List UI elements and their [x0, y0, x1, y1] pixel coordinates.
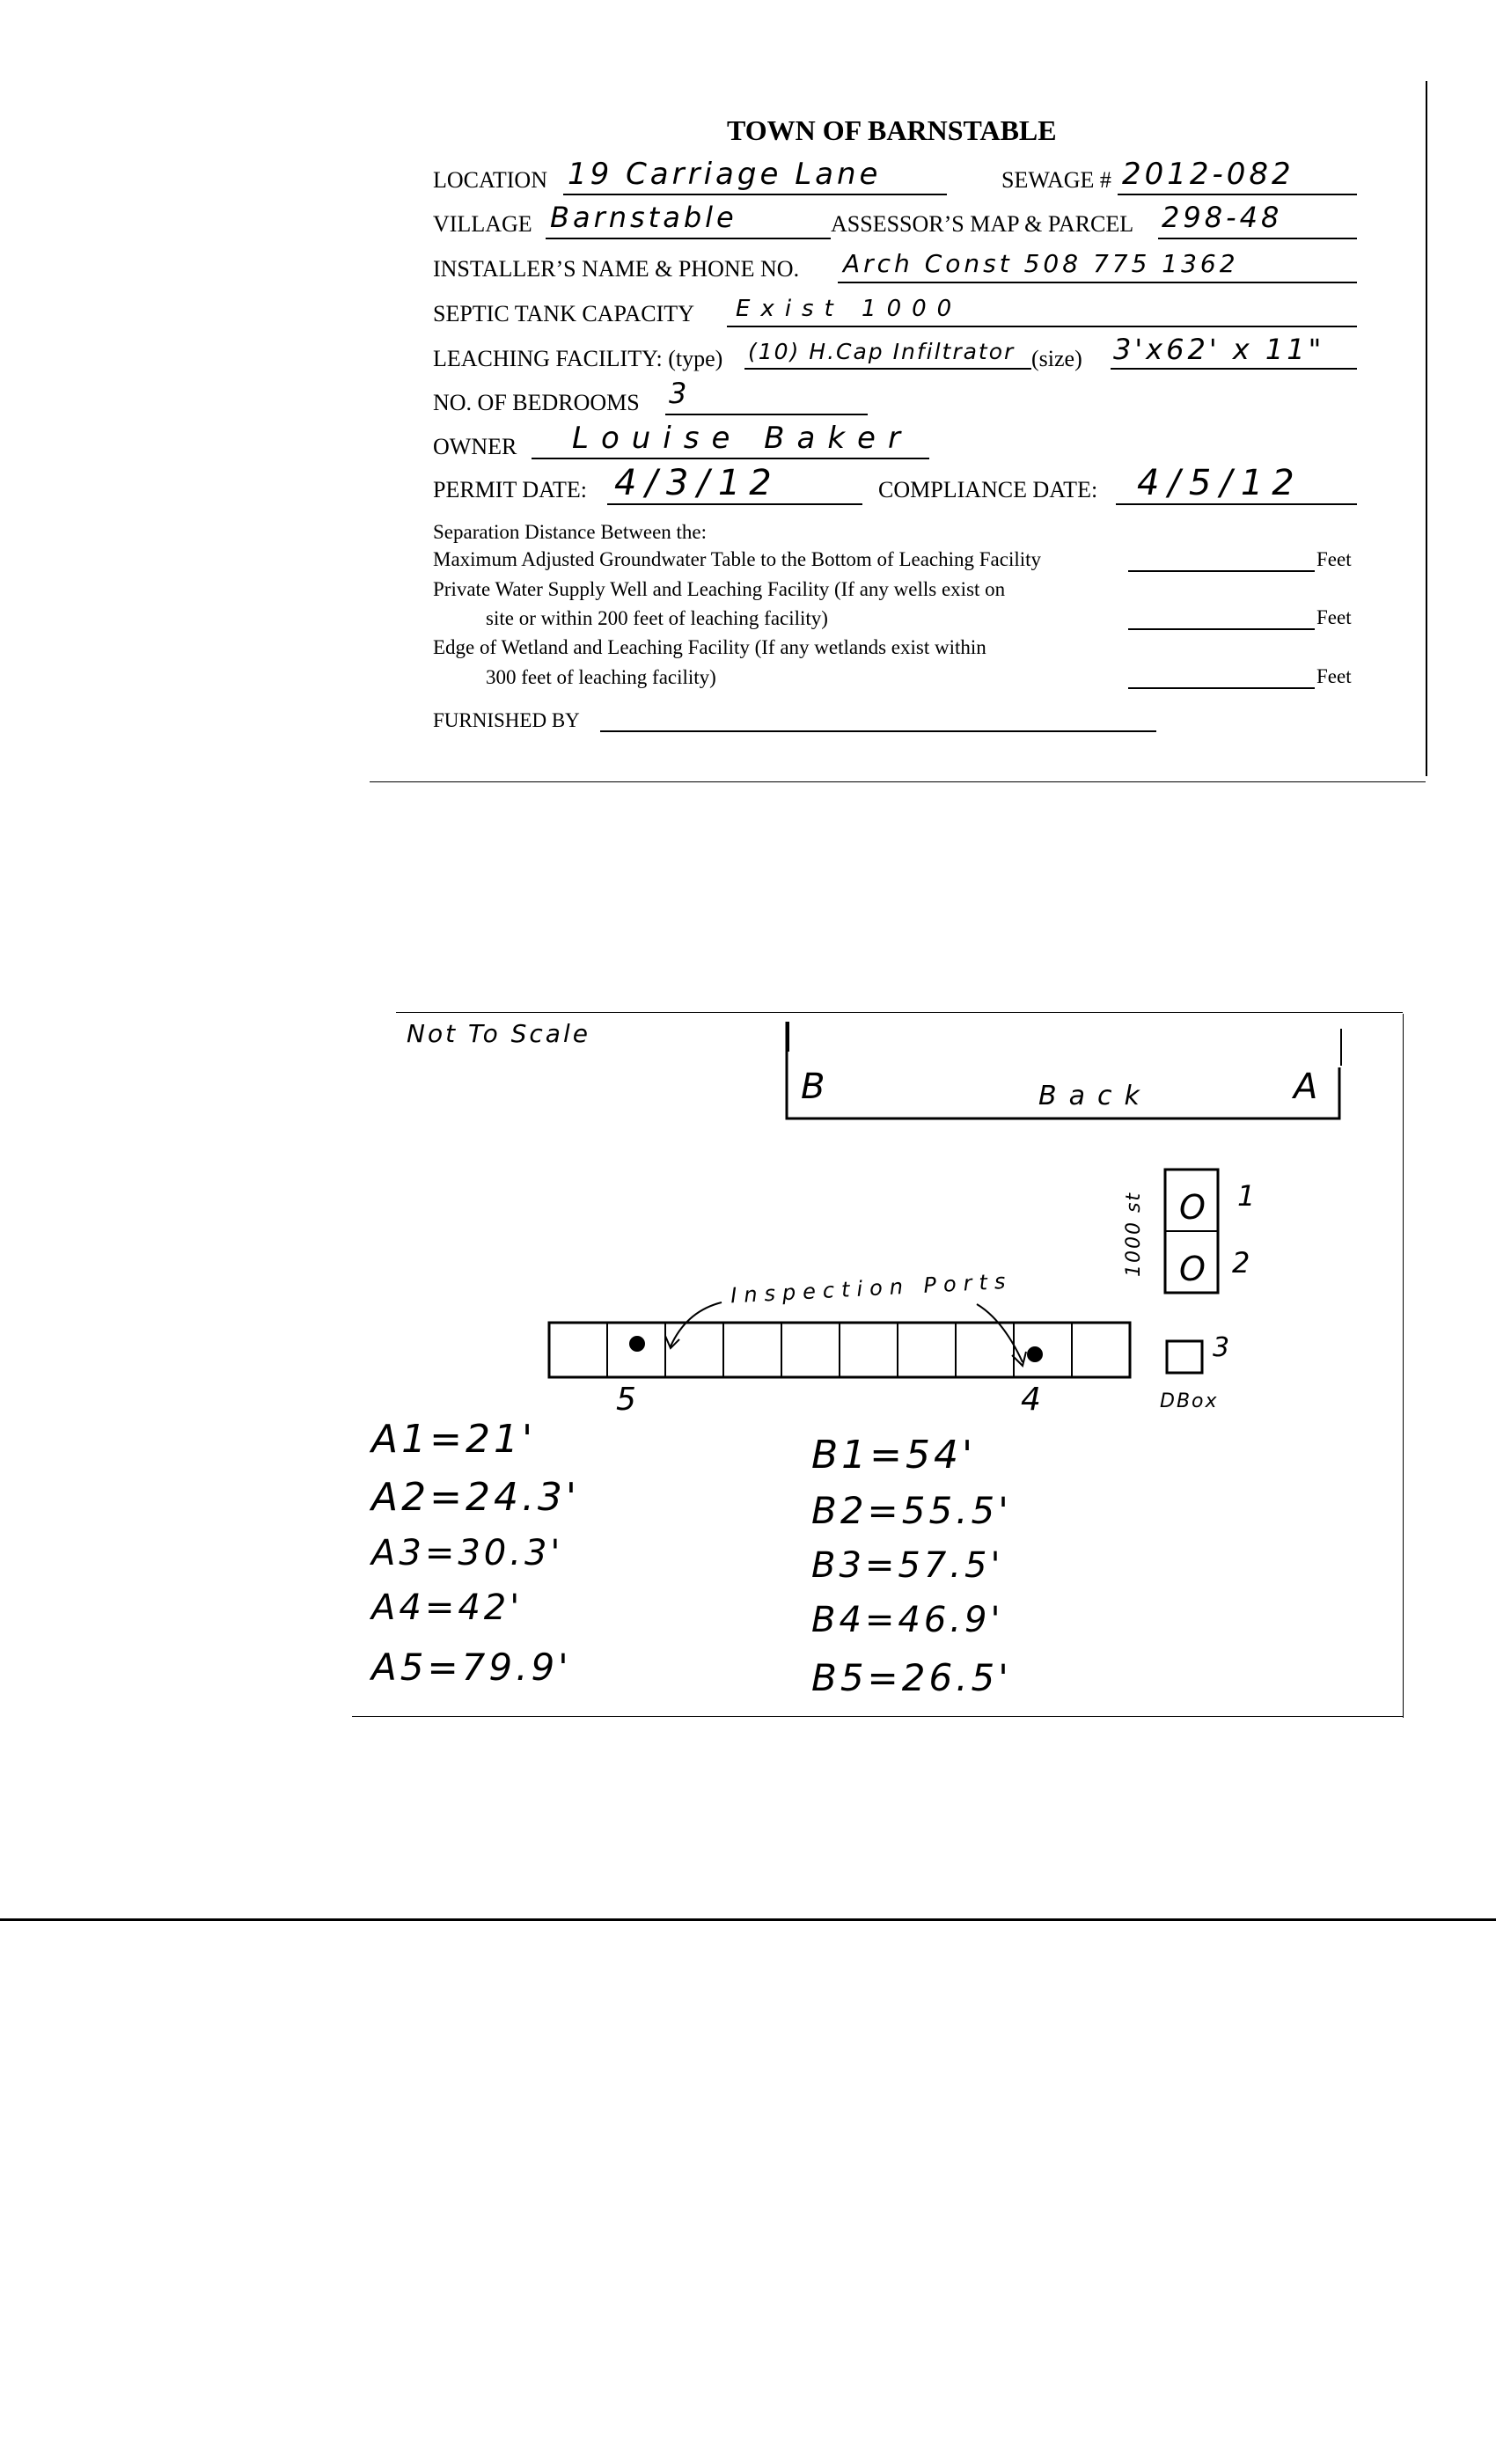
village-label: VILLAGE	[433, 211, 532, 237]
well-text-2: site or within 200 feet of leaching facility)	[486, 607, 828, 629]
leaching-label: LEACHING FACILITY: (type)	[433, 346, 723, 371]
leaching-size-value: 3'x62' x 11"	[1113, 333, 1325, 366]
sketch-right-border	[1403, 1014, 1404, 1718]
tank-capacity-label: 1000 st	[1123, 1191, 1146, 1278]
location-underline	[563, 194, 947, 195]
separation-heading: Separation Distance Between the:	[433, 521, 708, 543]
location-value: 19 Carriage Lane	[568, 157, 882, 192]
port-4-label: 4	[1021, 1382, 1045, 1418]
bedrooms-underline	[665, 414, 868, 415]
village-underline	[546, 238, 831, 239]
wetland-feet-unit: Feet	[1316, 665, 1352, 687]
owner-value: Louise Baker	[572, 421, 913, 456]
tie-b2: B2=55.5'	[811, 1489, 1012, 1532]
ties-b-list	[811, 1433, 1012, 1712]
tie-a1: A1=21'	[371, 1417, 537, 1462]
dbox-number: 3	[1213, 1332, 1234, 1363]
corner-a-label: A	[1294, 1067, 1322, 1107]
leaching-size-label: (size)	[1031, 346, 1082, 371]
installer-underline	[838, 282, 1357, 283]
bedrooms-value: 3	[669, 377, 691, 410]
furnished-label: FURNISHED BY	[433, 709, 580, 731]
corner-b-label: B	[801, 1067, 829, 1107]
wetland-text-2: 300 feet of leaching facility)	[486, 666, 716, 688]
scale-note: Not To Scale	[407, 1019, 590, 1048]
tank-compartment-2: 2	[1232, 1246, 1254, 1280]
leaching-type-underline	[744, 368, 1031, 370]
bedrooms-label: NO. OF BEDROOMS	[433, 390, 640, 415]
sewage-underline	[1118, 194, 1357, 195]
inspection-port-5	[629, 1336, 645, 1352]
compliance-value: 4/5/12	[1137, 463, 1303, 503]
assessor-label: ASSESSOR’S MAP & PARCEL	[831, 211, 1134, 237]
owner-label: OWNER	[433, 434, 517, 459]
leaching-size-underline	[1111, 368, 1357, 370]
tie-b1: B1=54'	[811, 1433, 977, 1478]
compliance-underline	[1116, 503, 1357, 505]
location-label: LOCATION	[433, 167, 547, 193]
dbox-outline	[1167, 1341, 1202, 1373]
sewage-label: SEWAGE #	[1001, 167, 1111, 193]
page-divider	[0, 1918, 1496, 1921]
permit-value: 4/3/12	[614, 463, 781, 503]
septic-label: SEPTIC TANK CAPACITY	[433, 301, 694, 326]
leaching-chambers	[546, 1316, 1135, 1386]
distribution-box	[1163, 1336, 1207, 1376]
inspection-ports-label: Inspection Ports	[730, 1268, 1014, 1309]
tank-glyph-2: O	[1179, 1250, 1206, 1288]
tank-compartment-1: 1	[1237, 1179, 1259, 1213]
furnished-underline[interactable]	[600, 730, 1156, 732]
tie-b3: B3=57.5'	[811, 1545, 1004, 1586]
assessor-underline	[1158, 238, 1357, 239]
well-text-1: Private Water Supply Well and Leaching Facility (If any wells exist on	[433, 578, 1006, 600]
sketch-top-border	[396, 1012, 1403, 1013]
tie-b4: B4=46.9'	[811, 1600, 1004, 1640]
tie-a5: A5=79.9'	[371, 1646, 572, 1689]
permit-underline	[607, 503, 862, 505]
groundwater-feet-unit: Feet	[1316, 548, 1352, 570]
form-right-border	[1426, 81, 1427, 776]
tie-b5: B5=26.5'	[811, 1656, 1012, 1699]
sewage-value: 2012-082	[1122, 157, 1294, 192]
dbox-label: DBox	[1160, 1390, 1219, 1412]
sketch-bottom-border	[352, 1716, 1403, 1717]
house-back-label: Back	[1038, 1081, 1152, 1111]
groundwater-text: Maximum Adjusted Groundwater Table to the Bottom of Leaching Facility	[433, 548, 1042, 570]
groundwater-feet-field[interactable]	[1128, 570, 1315, 572]
tie-a2: A2=24.3'	[371, 1475, 581, 1520]
wetland-text-1: Edge of Wetland and Leaching Facility (If any wetlands exist within	[433, 636, 986, 658]
well-feet-field[interactable]	[1128, 628, 1315, 630]
assessor-value: 298-48	[1162, 201, 1283, 234]
septic-value: Exist 1000	[736, 296, 963, 322]
ties-a-list	[371, 1417, 580, 1704]
septic-underline	[727, 326, 1357, 327]
form-bottom-border	[370, 781, 1426, 782]
permit-label: PERMIT DATE:	[433, 477, 588, 502]
form-title: TOWN OF BARNSTABLE	[727, 114, 1057, 146]
village-value: Barnstable	[550, 201, 737, 234]
tank-glyph-1: O	[1179, 1188, 1206, 1227]
well-feet-unit: Feet	[1316, 606, 1352, 628]
owner-underline	[532, 458, 929, 459]
inspection-port-4	[1027, 1346, 1043, 1362]
wetland-feet-field[interactable]	[1128, 687, 1315, 689]
leaching-type-value: (10) H.Cap Infiltrator	[748, 339, 1016, 364]
installer-value: Arch Const 508 775 1362	[843, 249, 1239, 278]
chamber-dividers	[607, 1323, 1072, 1377]
installer-label: INSTALLER’S NAME & PHONE NO.	[433, 256, 800, 282]
tie-a4: A4=42'	[371, 1588, 524, 1628]
port-5-label: 5	[616, 1382, 640, 1418]
compliance-label: COMPLIANCE DATE:	[878, 477, 1098, 502]
tie-a3: A3=30.3'	[371, 1533, 564, 1573]
